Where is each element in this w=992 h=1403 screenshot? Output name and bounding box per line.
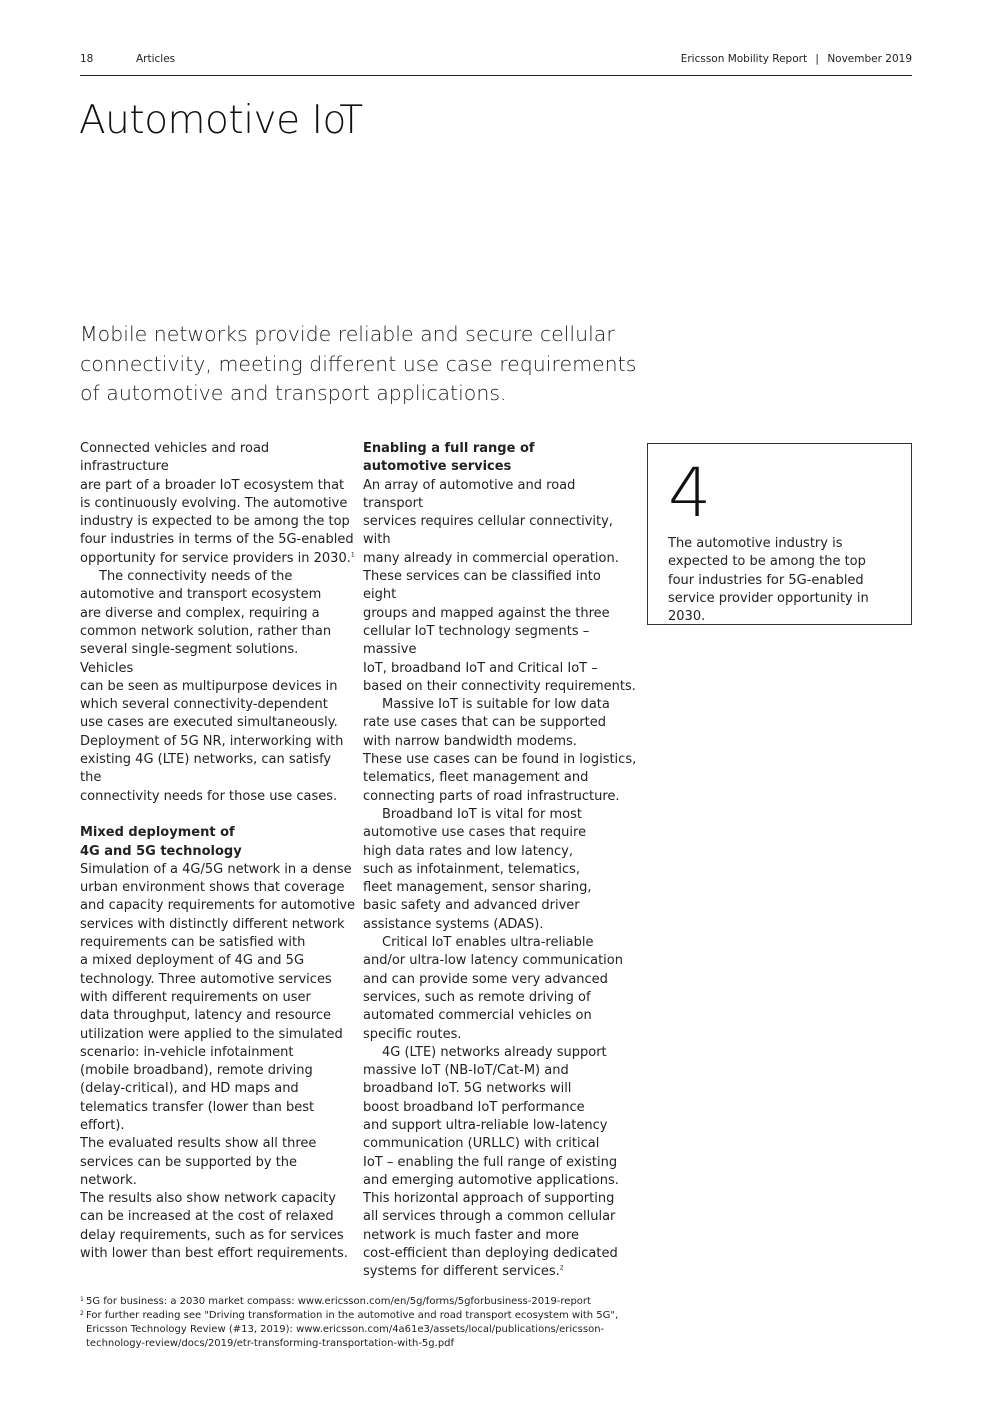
footnote-2: 2 For further reading see "Driving transformation in the automotive and road transport ecosystem with 5G", Ericsson Technology Review (#13, 2019): www.ericsson.com/4a61e3/assets/local/publications/ericsson- technology-review/docs/2019/etr-transforming-transportation-with-5g.pdf xyxy=(80,1310,619,1349)
header-separator: | xyxy=(815,53,819,65)
section-label: Articles xyxy=(136,53,176,65)
paragraph: Critical IoT enables ultra-reliable and/or ultra-low latency communication and can provide some very advanced services, such as remote driving of automated commercial vehicles on specific routes. xyxy=(363,935,623,1042)
footnote-1: 1 5G for business: a 2030 market compass: www.ericsson.com/en/5g/forms/5gforbusiness-2019-report xyxy=(80,1296,591,1307)
header-divider xyxy=(80,75,912,76)
intro-paragraph: Mobile networks provide reliable and secure cellular connectivity, meeting different use case requirements of automotive and transport applications. xyxy=(80,322,637,405)
page-title: Automotive IoT xyxy=(79,98,363,143)
section-heading: Mixed deployment of 4G and 5G technology xyxy=(80,825,242,859)
paragraph: 4G (LTE) networks already support massive IoT (NB-IoT/Cat-M) and broadband IoT. 5G networks will boost broadband IoT performance and support ultra-reliable low-latency communication (URLLC) with critical IoT – enabling the full range of existing and emerging automotive applications. This horizontal approach of supporting all services through a common cellular network is much faster and more cost-efficient than deploying dedicated systems for different services.$^2$ xyxy=(363,1044,619,1280)
page-number: 18 xyxy=(80,53,94,65)
paragraph: An array of automotive and road transport services requires cellular connectivity, with many already in commercial operation. These services can be classified into eight groups and mapped against the three cellular IoT technology segments – massive IoT, broadband IoT and Critical IoT – based on their connectivity requirements. xyxy=(363,477,636,694)
callout-box xyxy=(647,443,912,625)
report-name: Ericsson Mobility Report xyxy=(680,53,808,65)
footnote-ref: 2 xyxy=(559,1265,564,1273)
paragraph: Broadband IoT is vital for most automotive use cases that require high data rates and low latency, such as infotainment, telematics, fleet management, sensor sharing, basic safety and advanced driver assistance systems (ADAS). xyxy=(363,806,592,932)
report-date: November 2019 xyxy=(827,53,912,65)
paragraph: The connectivity needs of the automotive and transport ecosystem are diverse and complex, requiring a common network solution, rather than several single-segment solutions. Vehicles can be seen as multipurpose devices in which several connectivity-dependent use cases are executed simultaneously. Deployment of 5G NR, interworking with existing 4G (LTE) networks, can satisfy the connectivity needs for those use cases. xyxy=(80,569,344,804)
paragraph: Simulation of a 4G/5G network in a dense urban environment shows that coverage and capacity requirements for automotive services with distinctly different network requirements can be satisfied with a mixed deployment of 4G and 5G technology. Three automotive services with different requirements on user data throughput, latency and resource utilization were applied to the simulated scenario: in-vehicle infotainment (mobile broadband), remote driving (delay-critical), and HD maps and telematics transfer (lower than best effort). The evaluated results show all three services can be supported by the network. The results also show network capacity can be increased at the cost of relaxed delay requirements, such as for services with lower than best effort requirements. xyxy=(80,861,356,1262)
report-header xyxy=(681,53,912,65)
article-column-2 xyxy=(363,440,638,1282)
footnote-ref: 1 xyxy=(350,551,355,559)
article-column-1 xyxy=(80,440,355,1263)
paragraph: Massive IoT is suitable for low data rate use cases that can be supported with narrow bandwidth modems. These use cases can be found in logistics, telematics, fleet management and connecting parts of road infrastructure. xyxy=(363,697,637,804)
section-heading: Enabling a full range of automotive services xyxy=(363,441,535,475)
paragraph: Connected vehicles and road infrastructure are part of a broader IoT ecosystem that is continuously evolving. The automotive industry is expected to be among the top four industries in terms of the 5G-enabled opportunity for service providers in 2030.$^1$ xyxy=(80,441,355,566)
callout-number: 4 xyxy=(668,454,712,533)
footnotes xyxy=(80,1295,640,1351)
callout-text: The automotive industry is expected to be among the top four industries for 5G-enabled service provider opportunity in 2030. xyxy=(668,536,869,625)
